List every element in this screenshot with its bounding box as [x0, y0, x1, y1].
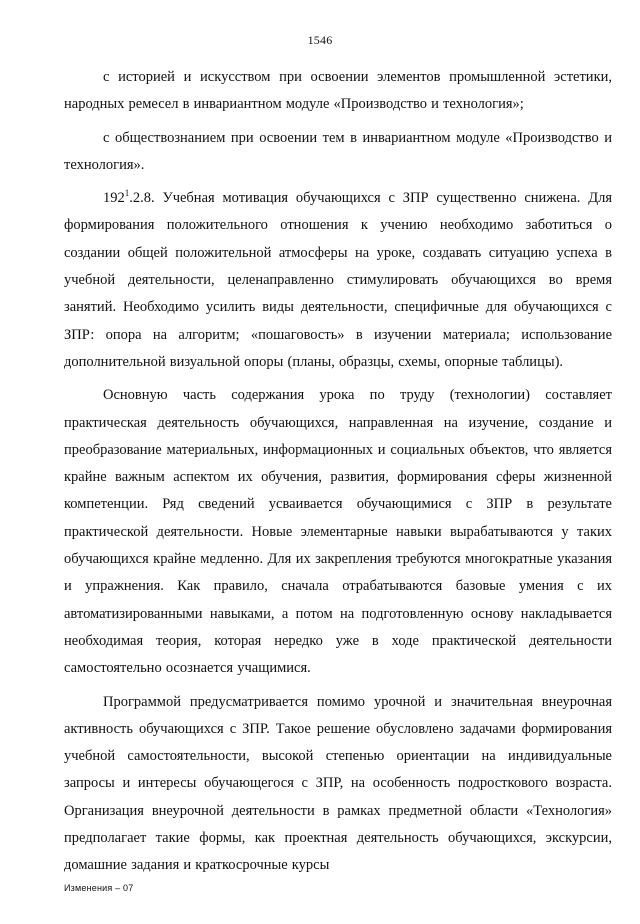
section-number — [103, 190, 155, 206]
page-number: 1546 — [307, 33, 333, 47]
paragraph-learning-motivation-text: Учебная мотивация обучающихся с ЗПР существенно снижена. Для формирования положительного отношения к учению необходимо заботиться о создании общей положительной атмосферы на уроке, создавать ситуацию успеха в учебной деятельности, целенаправленно стимулировать обучающихся во время занятий. Необходимо усилить виды деятельности, специфичные для обучающихся с ЗПР: опора на алгоритм; «пошаговость» в изучении материала; использование дополнительной визуальной опоры (планы, образцы, схемы, опорные таблицы). — [64, 190, 612, 370]
paragraph-lesson-content: Основную часть содержания урока по труду (технологии) составляет практическая деятельность обучающихся, направленная на изучение, создание и преобразование материальных, информационных и социальных объектов, что является крайне важным аспектом их обучения, развития, формирования сферы жизненной компетенции. Ряд сведений усваивается обучающимися с ЗПР в результате практической деятельности. Новые элементарные навыки вырабатываются у таких обучающихся крайне медленно. Для их закрепления требуются многократные указания и упражнения. Как правило, сначала отрабатываются базовые умения с их автоматизированными навыками, а потом на подготовленную основу накладывается необходимая теория, которая нередко уже в ходе практической деятельности самостоятельно осознается учащимися. — [64, 387, 612, 677]
paragraph-extracurricular-activity: Программой предусматривается помимо урочной и значительная внеурочная активность обучающихся с ЗПР. Такое решение обусловлено задачами формирования учебной самостоятельности, высокой степенью ориентации на индивидуальные запросы и интересы обучающегося с ЗПР, на особенность подросткового возраста. Организация внеурочной деятельности в рамках предметной области «Технология» предполагает такие формы, как проектная деятельность обучающихся, экскурсии, домашние задания и краткосрочные курсы — [64, 693, 612, 874]
revision-note: Изменения – 07 — [64, 883, 134, 893]
paragraph-learning-motivation — [64, 185, 612, 376]
paragraph-interdisciplinary-social-studies: с обществознанием при освоении тем в инвариантном модуле «Производство и технология». — [64, 129, 612, 173]
section-number-rest: .2.8. — [129, 190, 155, 207]
section-number-superscript: 1 — [124, 188, 130, 199]
section-number-main: 192 — [103, 190, 125, 207]
paragraph-interdisciplinary-history: с историей и искусством при освоении элементов промышленной эстетики, народных ремесел в инвариантном модуле «Производство и технология»; — [64, 69, 612, 113]
document-body — [64, 64, 612, 880]
